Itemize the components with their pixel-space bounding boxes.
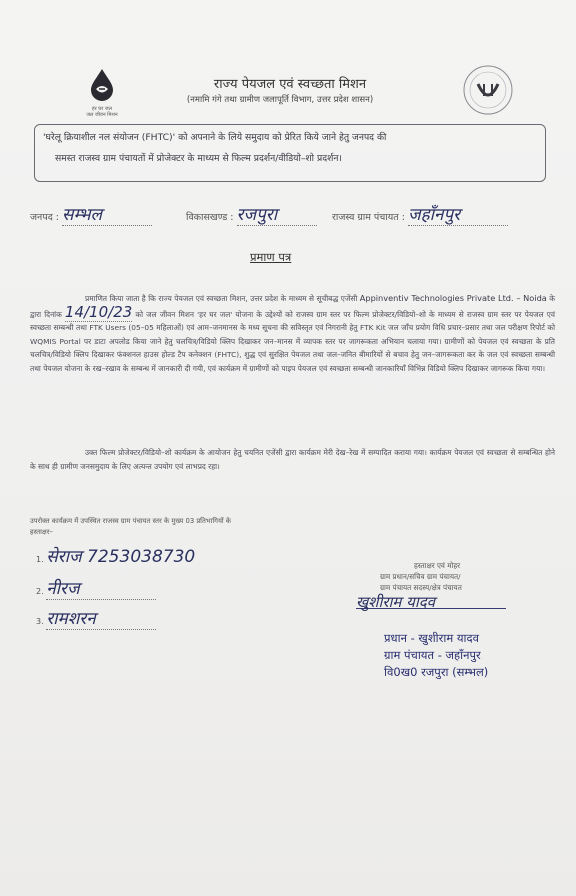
- stamp-line-3: वि0ख0 रजपुरा (सम्भल): [384, 665, 489, 679]
- p1-part-c: को जल जीवन मिशन 'हर घर जल' योजना के उद्देश्यों को राजस्व ग्राम स्तर पर फिल्म प्रोजेक्टर/विडियो–शो के माध्यम से राजस्व ग्राम स्तर पर पेयजल एवं स्वच्छता सम्बन्धी तथा FTK Users (05–05 महिलाओं) एवं आम–जनमानस के मध्य सूचना की सविस्तृत एवं निगरानी हेतु FTK Kit जल जाँच प्रयोग विधि प्रचार–प्रसार तथा जल परीक्षण रिपोर्ट को WQMIS Portal पर डाटा अपलोड किया जाने हेतु चलचित्र/विडियो क्लिप दिखाकर जन–मानस में व्यापक स्तर पर जागरूकता अभियान चलाया गया। ग्रामीणों को पेयजल एवं स्वच्छता के प्रति चलचित्र/विडियो क्लिप दिखाकर फंक्शनल हाउस होल्ड टैप कनेक्शन (FHTC), शुद्ध एवं सुरक्षित पेयजल तथा जल–जनित बीमारियों से बचाव हेतु जन–जागरूकता कर के जल एवं स्वच्छता सम्बन्धी तथा पेयजल योजना के रख–रखाव के सम्बन्ध में जानकारी दी गयी, एवं कार्यक्रम में ग्रामीणों को पाइप पेयजल एवं स्वच्छता सम्बन्धी जानकारियाँ विभिन्न विडियो क्लिप दिखाकर जागरूक किया गया।: [30, 309, 555, 373]
- header-title: राज्य पेयजल एवं स्वच्छता मिशन: [213, 77, 367, 92]
- signatory-label-3: ग्राम पंचायत सदस्य/क्षेत्र पंचायत: [380, 583, 462, 592]
- district-field: [30, 202, 152, 226]
- certificate-paragraph-1: [30, 292, 555, 375]
- signatory-signature: खुशीराम यादव: [356, 597, 506, 609]
- panchayat-value: जहाँनपुर: [407, 205, 461, 225]
- header-subtitle: (नमामि गंगे तथा ग्रामीण जलापूर्ति विभाग, उत्तर प्रदेश शासन): [186, 95, 374, 105]
- panchayat-label: राजस्व ग्राम पंचायत :: [332, 212, 405, 223]
- emblem-seal-icon: [462, 64, 514, 116]
- witness-signature: सेराज 7253038730: [46, 547, 196, 567]
- witness-note-line-1: उपरोक्त कार्यक्रम में उपस्थित राजस्व ग्राम पंचायत स्तर के मुख्य 03 प्रतिभागियों के: [30, 517, 232, 525]
- block-label: विकासखण्ड :: [186, 212, 234, 223]
- signatory-label-2: ग्राम प्रधान/सचिव ग्राम पंचायत/: [380, 572, 461, 581]
- program-banner: [34, 124, 546, 182]
- witness-signature: रामशरन: [46, 609, 96, 629]
- witness-note: [30, 516, 231, 538]
- district-value: सम्भल: [62, 205, 103, 225]
- panchayat-field: [332, 202, 508, 226]
- witness-1: [36, 544, 195, 567]
- logo-caption-1: हर घर जल: [92, 106, 112, 112]
- certificate-paragraph-2: [30, 446, 555, 473]
- witness-signature: नीरज: [46, 579, 80, 599]
- p1-part-b: के द्वारा दिनांक: [30, 294, 555, 319]
- event-date: 14/10/23: [64, 302, 133, 321]
- pradhan-stamp: [384, 630, 488, 681]
- water-drop-icon: [87, 68, 117, 102]
- har-ghar-jal-logo: [80, 68, 124, 118]
- stamp-line-1: प्रधान - खुशीराम यादव: [384, 631, 480, 645]
- banner-line-2: समस्त राजस्व ग्राम पंचायतों में प्रोजेक्टर के माध्यम से फिल्म प्रदर्शन/वीडियो–शो प्रदर्शन।: [55, 153, 342, 164]
- certificate-title: प्रमाण पत्र: [250, 250, 292, 264]
- signatory-label-1: हस्ताक्षर एवं मोहर: [414, 561, 461, 570]
- witness-number: 3.: [36, 617, 44, 626]
- block-field: [186, 202, 317, 226]
- stamp-line-2: ग्राम पंचायत - जहाँनपुर: [384, 648, 481, 662]
- witness-number: 2.: [36, 587, 44, 596]
- agency-name: Appinventiv Technologies Private Ltd. – Noida: [359, 293, 547, 303]
- logo-caption-2: जल जीवन मिशन: [86, 112, 118, 118]
- block-value: रजपुरा: [236, 205, 278, 225]
- banner-line-1: 'घरेलू क्रियाशील नल संयोजन (FHTC)' को अपनाने के लिये समुदाय को प्रेरित किये जाने हेतु जनपद की: [43, 132, 387, 143]
- signatory-labels: [356, 560, 506, 611]
- witness-2: [36, 576, 156, 600]
- witness-number: 1.: [36, 555, 44, 564]
- district-label: जनपद :: [30, 212, 59, 223]
- p1-part-a: प्रमाणित किया जाता है कि राज्य पेयजल एवं स्वच्छता मिशन, उत्तर प्रदेश के माध्यम से सूचीबद्ध एजेंसी: [85, 294, 358, 303]
- witness-3: [36, 606, 156, 630]
- witness-note-line-2: हस्ताक्षर–: [30, 528, 53, 536]
- p2-text: उक्त फिल्म प्रोजेक्टर/विडियो–शो कार्यक्रम के आयोजन हेतु चयनित एजेंसी द्वारा कार्यक्रम मेरी देख–रेख में सम्पादित कराया गया। कार्यक्रम पेयजल एवं स्वच्छता से सम्बन्धित होने के साथ ही ग्रामीण जनसमुदाय के लिए अत्यन्त उपयोग एवं लाभप्रद रहा।: [30, 448, 555, 471]
